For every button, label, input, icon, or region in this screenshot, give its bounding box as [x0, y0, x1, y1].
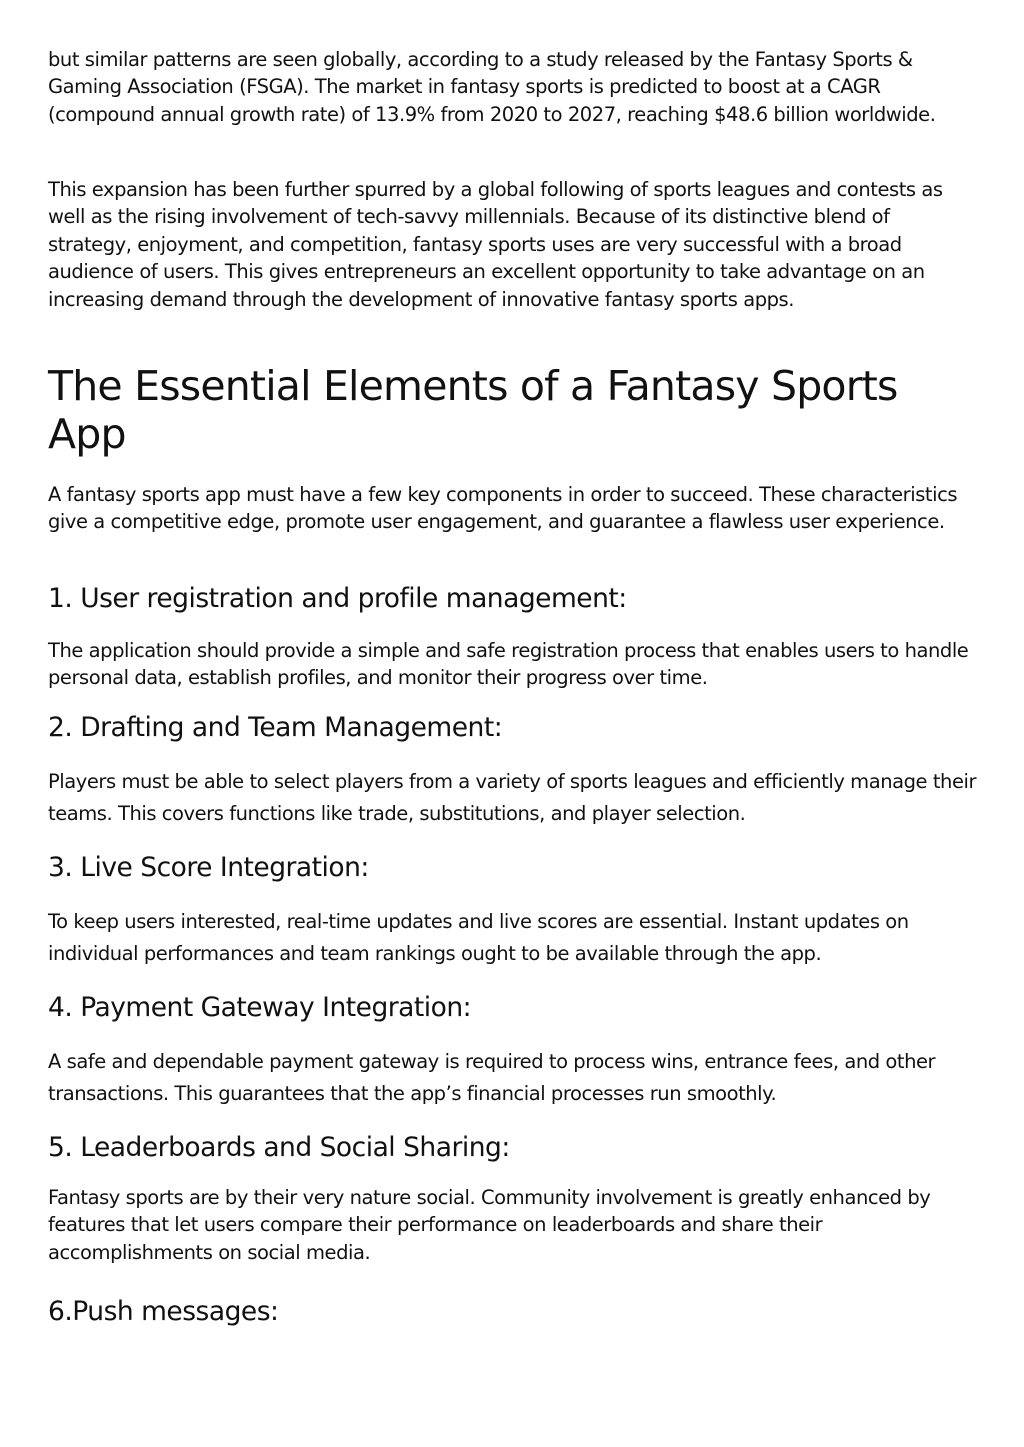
- feature-body-5: Fantasy sports are by their very nature social. Community involvement is greatly enhanced by features that let users compare their performance on leaderboards and share their accomplishments on social media.: [48, 1186, 931, 1264]
- section-title: The Essential Elements of a Fantasy Sports App: [48, 362, 898, 458]
- feature-body-2: Players must be able to select players from a variety of sports leagues and efficiently manage their teams. This covers functions like trade, substitutions, and player selection.: [48, 770, 977, 825]
- feature-body-1: The application should provide a simple and safe registration process that enables users to handle personal data, establish profiles, and monitor their progress over time.: [48, 639, 969, 690]
- section-intro-paragraph: A fantasy sports app must have a few key components in order to succeed. These characteristics give a competitive edge, promote user engagement, and guarantee a flawless user experience.: [48, 483, 958, 534]
- intro-paragraph-2: This expansion has been further spurred by a global following of sports leagues and contests as well as the rising involvement of tech-savvy millennials. Because of its distinctive blend of strategy, enjoyment, and competition, fantasy sports uses are very successful with a broad audience of users. This gives entrepreneurs an excellent opportunity to take advantage on an increasing demand through the development of innovative fantasy sports apps.: [48, 178, 943, 311]
- feature-heading-4: 4. Payment Gateway Integration:: [48, 992, 472, 1023]
- feature-heading-2: 2. Drafting and Team Management:: [48, 712, 503, 743]
- feature-body-3: To keep users interested, real-time updates and live scores are essential. Instant updates on individual performances and team rankings ought to be available through the app.: [48, 910, 909, 965]
- feature-heading-1: 1. User registration and profile management:: [48, 583, 627, 614]
- feature-body-4: A safe and dependable payment gateway is required to process wins, entrance fees, and other transactions. This guarantees that the app’s financial processes run smoothly.: [48, 1050, 936, 1105]
- feature-heading-6: 6.Push messages:: [48, 1296, 279, 1327]
- feature-heading-3: 3. Live Score Integration:: [48, 852, 369, 883]
- feature-heading-5: 5. Leaderboards and Social Sharing:: [48, 1132, 510, 1163]
- intro-paragraph-1: but similar patterns are seen globally, according to a study released by the Fantasy Sports & Gaming Association (FSGA). The market in fantasy sports is predicted to boost at a CAGR (compound annual growth rate) of 13.9% from 2020 to 2027, reaching $48.6 billion worldwide.: [48, 48, 936, 126]
